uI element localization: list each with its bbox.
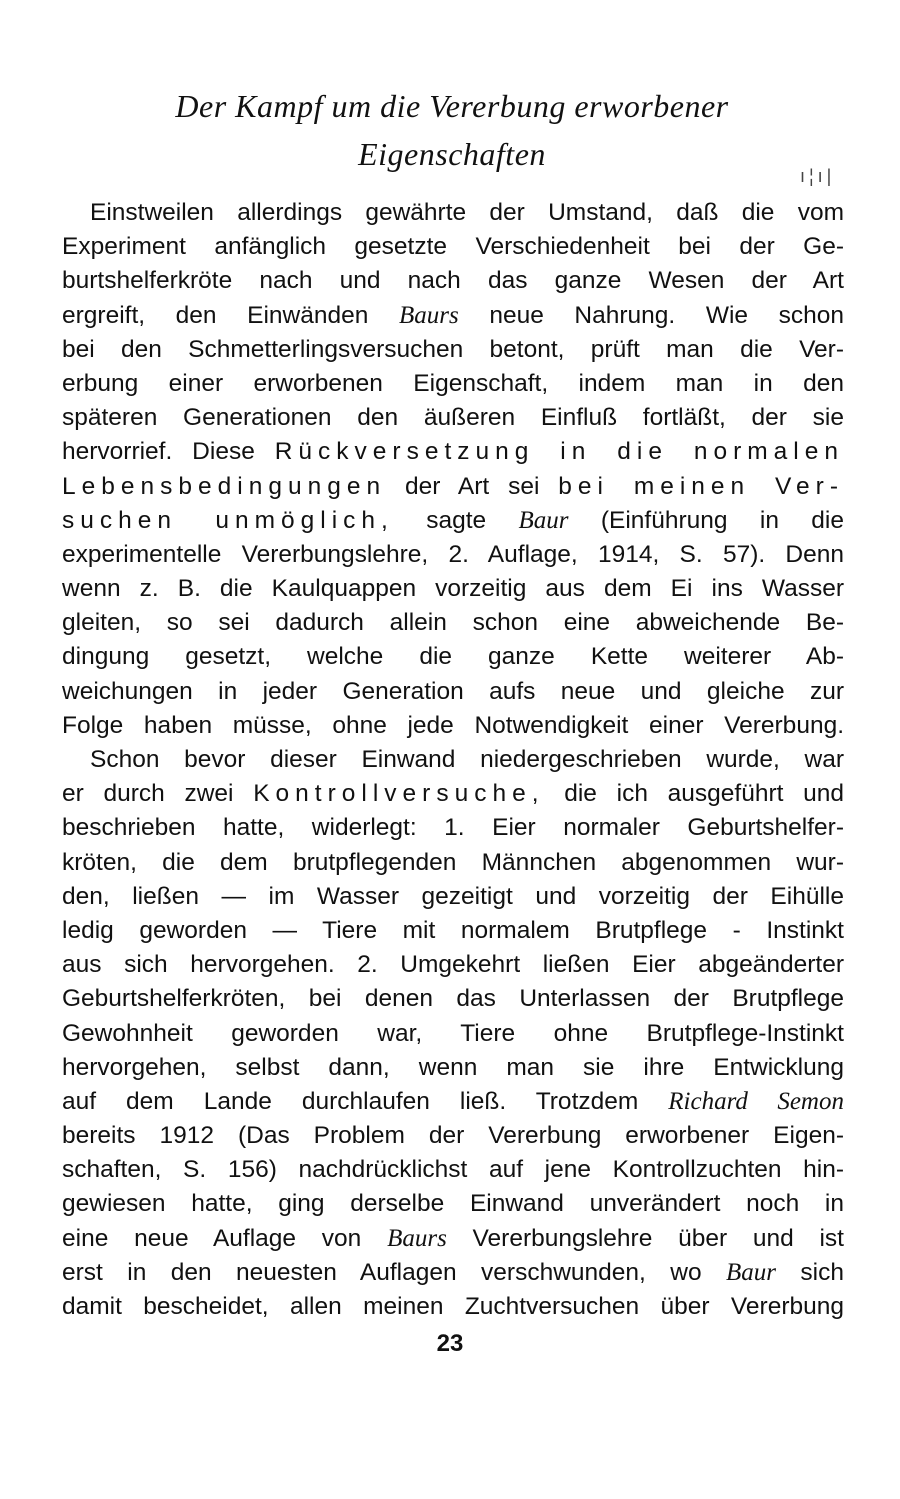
text-line: beschrieben hatte, widerlegt: 1. Eier normaler Geburtshelfer- — [62, 814, 844, 842]
text-line: kröten, die dem brutpflegenden Männchen abgenommen wur- — [62, 848, 844, 876]
spaced-emphasis: Rückversetzung in die normalen — [274, 438, 844, 466]
author-name-italic: Baur — [726, 1258, 776, 1286]
text-line: erbung einer erworbenen Eigenschaft, indem man in den — [62, 369, 844, 397]
spaced-emphasis: Lebensbedingungen — [62, 472, 387, 500]
text-line: den, ließen — im Wasser gezeitigt und vorzeitig der Eihülle — [62, 882, 844, 910]
author-name-italic: Baurs — [398, 301, 459, 329]
text-run: Vererbungslehre über und ist — [472, 1224, 844, 1252]
text-line: Experiment anfänglich gesetzte Verschiedenheit bei der Ge- — [62, 233, 844, 261]
text-line: aus sich hervorgehen. 2. Umgekehrt ließen Eier abgeänderter — [62, 951, 844, 979]
text-line: Folge haben müsse, ohne jede Notwendigkeit einer Vererbung. — [62, 711, 844, 739]
author-name-italic: Baur — [518, 506, 569, 534]
text-line: Einstweilen allerdings gewährte der Umstand, daß die vom — [90, 199, 844, 226]
scan-marks: ı¦ı| — [800, 166, 836, 186]
spaced-emphasis: bei meinen Ver- — [558, 472, 844, 500]
text-run: hervorrief. Diese — [62, 438, 255, 466]
page-number: 23 — [436, 1330, 464, 1357]
text-line — [62, 470, 844, 504]
text-line — [62, 435, 844, 469]
text-line — [62, 1256, 844, 1290]
text-line: bei den Schmetterlingsversuchen betont, prüft man die Ver- — [62, 335, 844, 363]
text-line: weichungen in jeder Generation aufs neue und gleiche zur — [62, 677, 844, 705]
text-run: neue Nahrung. Wie schon — [489, 301, 844, 329]
text-line: Geburtshelferkröten, bei denen das Unterlassen der Brutpflege — [62, 985, 844, 1013]
text-line — [62, 777, 844, 811]
text-run: (Einführung in die — [600, 506, 844, 534]
text-line: gleiten, so sei dadurch allein schon eine abweichende Be- — [62, 609, 844, 637]
chapter-title-line-1: Der Kampf um die Vererbung erworbener — [175, 88, 729, 124]
text-line — [62, 299, 844, 333]
text-line: hervorgehen, selbst dann, wenn man sie ihre Entwicklung — [62, 1053, 844, 1081]
text-run: sagte — [426, 506, 487, 534]
text-line: burtshelferkröte nach und nach das ganze Wesen der Art — [62, 267, 844, 295]
author-name-italic: Richard Semon — [668, 1087, 844, 1115]
spaced-emphasis: Kontrollversuche, — [253, 780, 545, 808]
text-line: späteren Generationen den äußeren Einfluß fortläßt, der sie — [62, 404, 844, 432]
spaced-emphasis: suchen unmöglich, — [62, 506, 394, 534]
text-run: die ich ausgeführt und — [564, 780, 845, 808]
text-line — [62, 1222, 844, 1256]
text-run: sich — [800, 1258, 844, 1286]
author-name-italic: Baurs — [387, 1224, 447, 1252]
text-line: experimentelle Vererbungslehre, 2. Auflage, 1914, S. 57). Denn — [62, 540, 844, 568]
text-run: er durch zwei — [62, 780, 234, 808]
text-line: wenn z. B. die Kaulquappen vorzeitig aus dem Ei ins Wasser — [62, 575, 844, 603]
text-run: erst in den neuesten Auflagen verschwunden, wo — [62, 1258, 702, 1286]
text-line: dingung gesetzt, welche die ganze Kette weiterer Ab- — [62, 643, 844, 671]
text-line: bereits 1912 (Das Problem der Vererbung erworbener Eigen- — [62, 1122, 844, 1150]
text-line: gewiesen hatte, ging derselbe Einwand unverändert noch in — [62, 1190, 844, 1218]
text-run: auf dem Lande durchlaufen ließ. Trotzdem — [62, 1087, 639, 1115]
body-text — [62, 196, 844, 1324]
text-line — [62, 504, 844, 538]
text-line: ledig geworden — Tiere mit normalem Brutpflege - Instinkt — [62, 916, 844, 944]
text-run: ergreift, den Einwänden — [62, 301, 369, 329]
text-line: damit bescheidet, allen meinen Zuchtversuchen über Vererbung — [62, 1293, 844, 1320]
text-line — [62, 1085, 844, 1119]
text-run: der Art sei — [404, 472, 540, 500]
text-line: Gewohnheit geworden war, Tiere ohne Brutpflege-Instinkt — [62, 1019, 844, 1047]
text-line: schaften, S. 156) nachdrücklichst auf jene Kontrollzuchten hin- — [62, 1156, 844, 1184]
text-run: eine neue Auflage von — [62, 1224, 362, 1252]
chapter-title-line-2: Eigenschaften — [358, 136, 546, 172]
text-line: Schon bevor dieser Einwand niedergeschrieben wurde, war — [90, 746, 844, 773]
